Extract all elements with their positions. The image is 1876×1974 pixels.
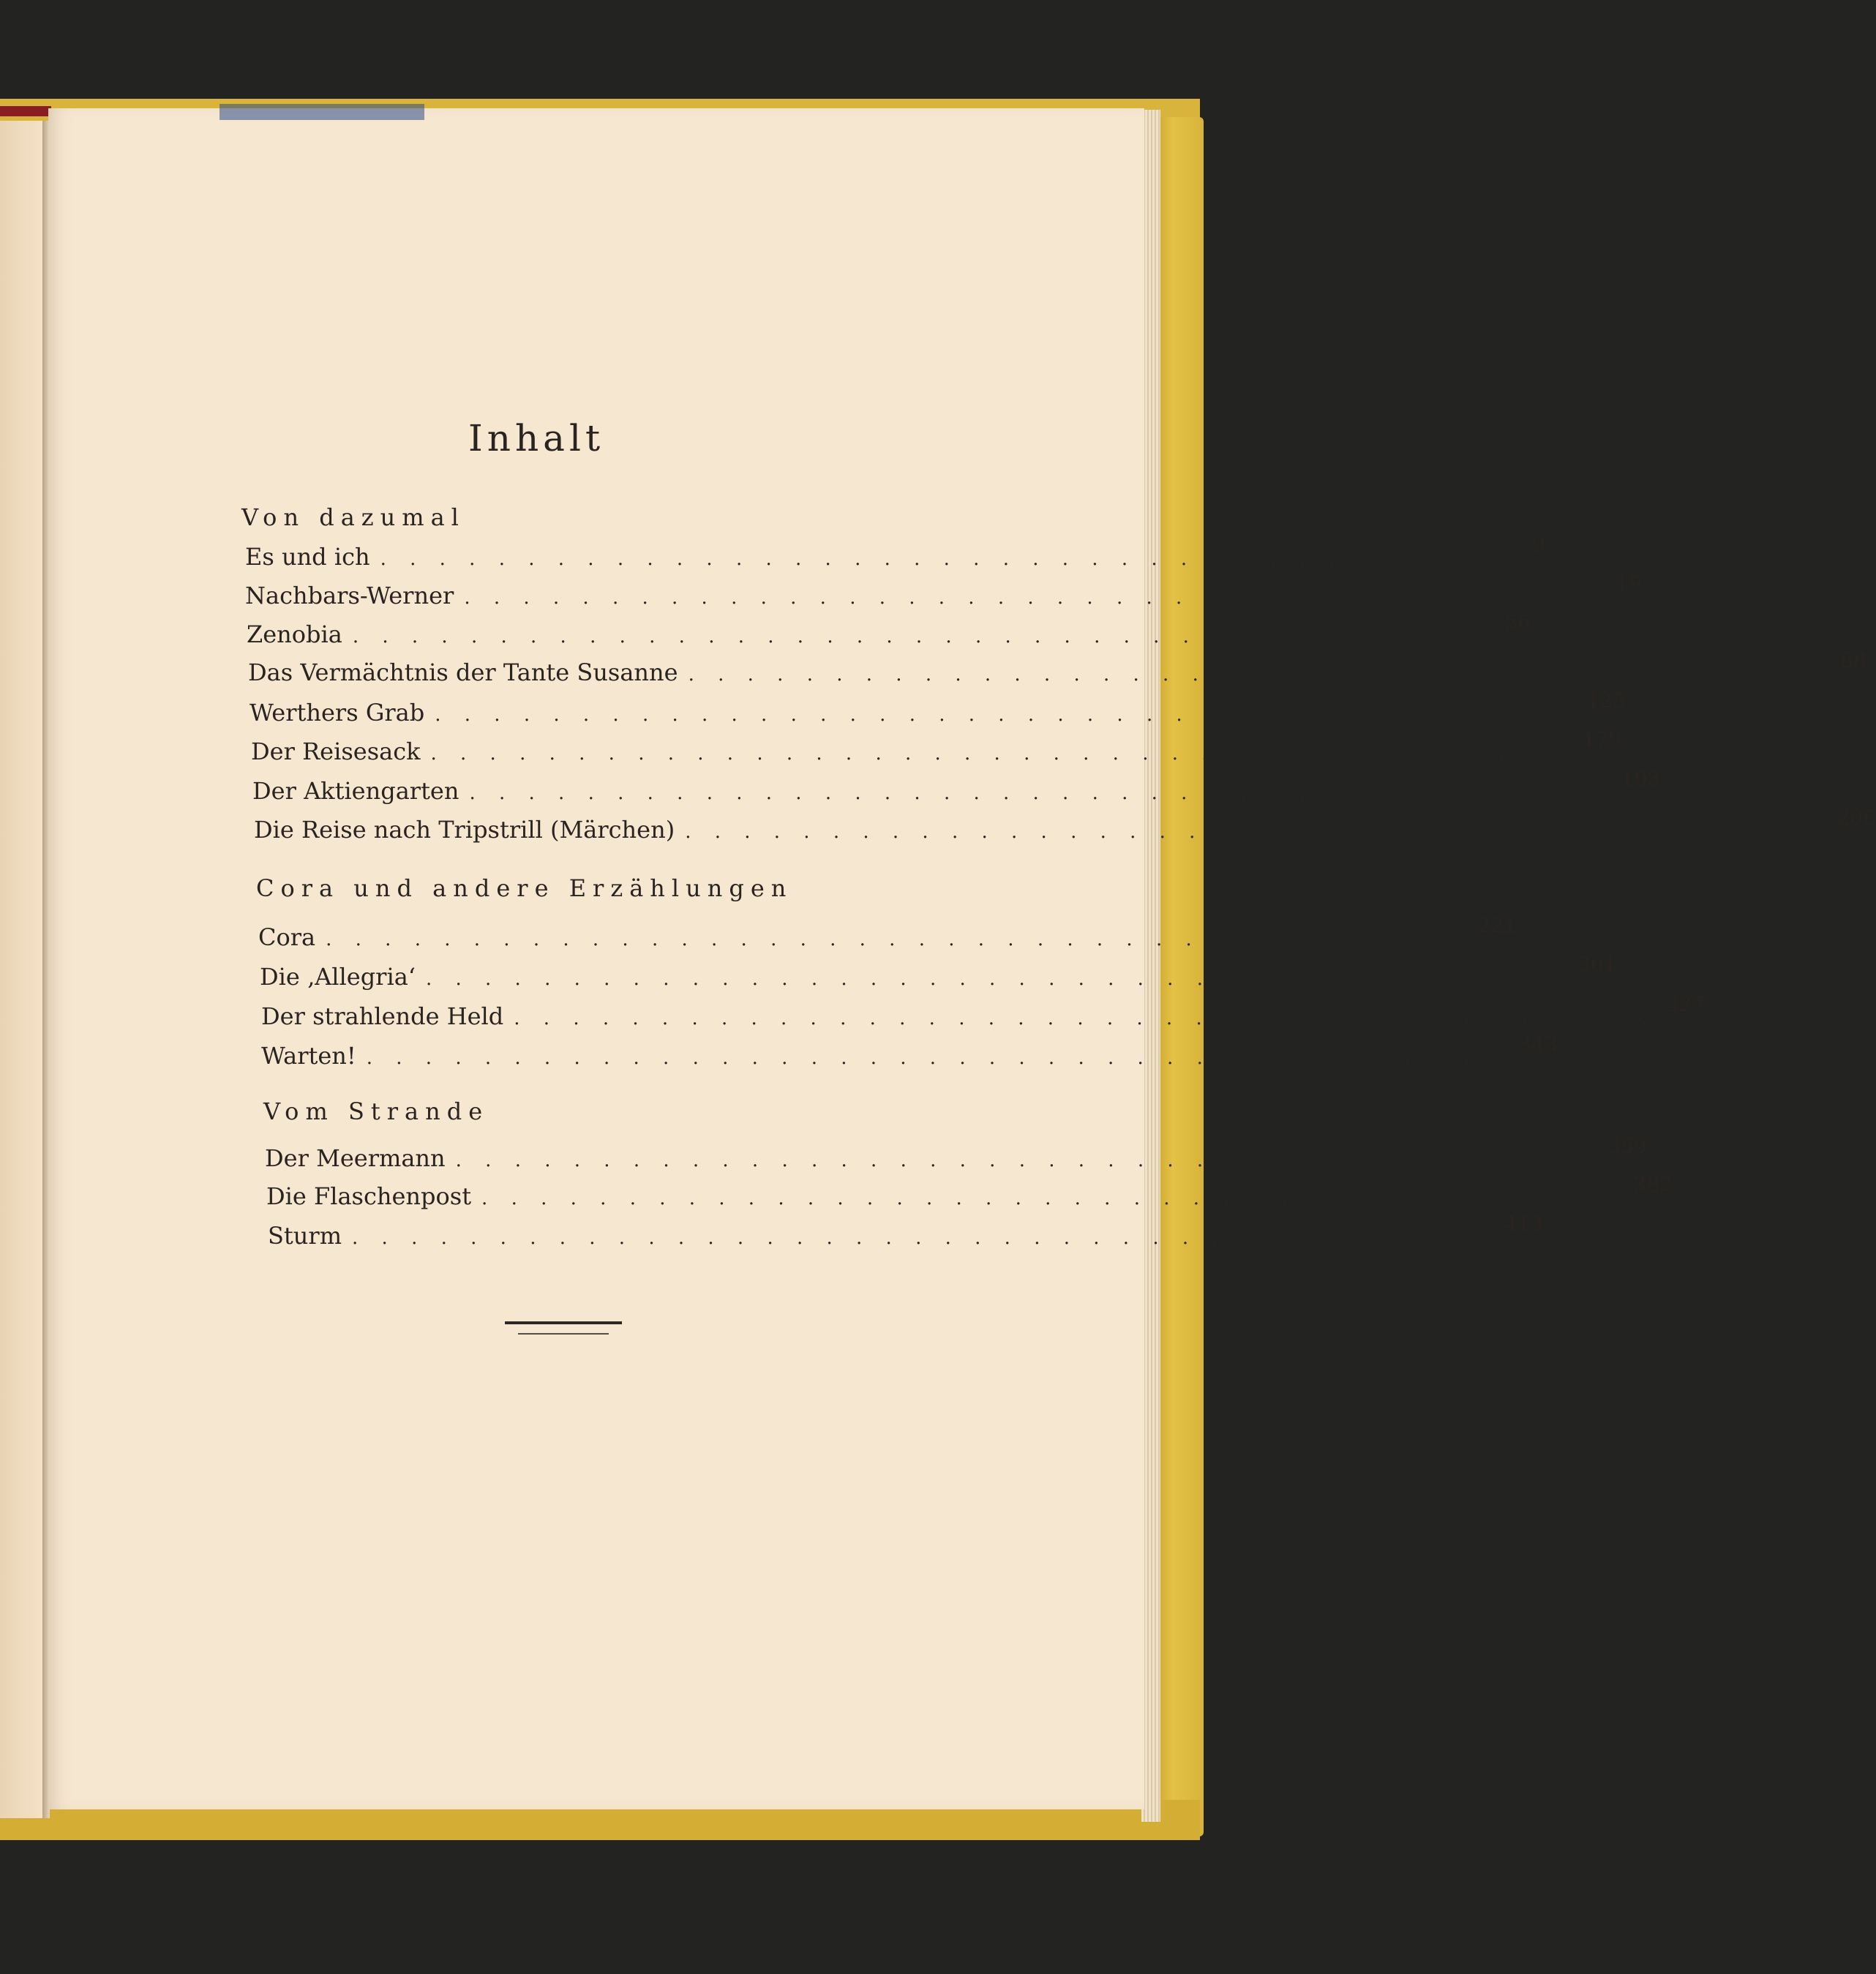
entry-page: 88 xyxy=(1839,648,1866,672)
dot-leader: . . . . . . . . . . . . . . . . . . . . . . . . . . . . . . . . . . . . . . . xyxy=(380,548,1522,570)
toc-entry xyxy=(245,533,1545,577)
toc-entry xyxy=(248,648,1866,692)
entry-title: Sturm xyxy=(268,1222,342,1250)
entry-title: Der strahlende Held xyxy=(261,1002,504,1030)
toc-entry xyxy=(247,610,1531,654)
dot-leader: . . . . . . . . . . . . . . . . . . . . . . . . . . . . . . . . . . . . . . . xyxy=(464,587,1606,609)
entry-title: Das Vermächtnis der Tante Susanne xyxy=(248,658,678,686)
section-heading: Cora und andere Erzählungen xyxy=(256,874,793,902)
bookmark-ribbon xyxy=(0,106,51,116)
toc-entry xyxy=(260,953,1617,997)
page-gutter xyxy=(42,121,50,1818)
entry-page: 193 xyxy=(1621,767,1661,791)
dot-leader: . . . . . . . . . . . . . . . . . . . . . . . . . . . . . . . . . . . . . . . xyxy=(366,1047,1509,1069)
dot-leader: . . . . . . . . . . . . . . . . . . . . . . . . . . . . . . . . . . . . . . . xyxy=(425,968,1568,990)
page-title: Inhalt xyxy=(468,417,605,459)
entry-title: Nachbars-Werner xyxy=(245,582,454,609)
entry-page: 382 xyxy=(1633,1172,1673,1196)
dot-leader: . . . . . . . . . . . . . . . . . . . . . . . . . . . . . . . . . . . . . . . xyxy=(326,928,1468,950)
section-heading: Vom Strande xyxy=(263,1097,489,1125)
toc-entry xyxy=(261,992,1706,1036)
dot-leader: . . . . . . . . . . . . . . . . . . . . . . . . . . . . . . . . . . . . . . . xyxy=(435,704,1577,726)
entry-page: 327 xyxy=(1665,992,1706,1016)
entry-title: Die Flaschenpost xyxy=(266,1182,472,1210)
dot-leader: . . . . . . . . . . . . . . . . . . . . . . . . . . . . . . . . . . . . . . . xyxy=(455,1149,1598,1171)
dot-leader: . . . . . . . . . . . . . . . . . . . . . . . . . . . . . . . . . . . . . . . xyxy=(430,743,1572,765)
toc-entry xyxy=(251,727,1622,771)
entry-page: 19 xyxy=(1616,571,1643,596)
entry-title: Der Reisesack xyxy=(251,738,421,765)
entry-title: Cora xyxy=(258,923,316,951)
entry-page: 9 xyxy=(1531,533,1545,557)
entry-page: 221 xyxy=(1477,913,1517,937)
toc-entry xyxy=(258,913,1517,957)
entry-title: Es und ich xyxy=(245,543,370,571)
entry-page: 343 xyxy=(1518,1032,1558,1056)
toc-entry xyxy=(249,688,1627,732)
dot-leader: . . . . . . . . . . . . . . . . . . . . . . . . . . . . . . . . . . . . . . . xyxy=(481,1187,1624,1209)
toc-entry xyxy=(266,1172,1673,1216)
entry-title: Die ‚Allegria‘ xyxy=(260,963,416,991)
entry-page: 56 xyxy=(1504,610,1531,634)
dot-leader: . . . . . . . . . . . . . . . . . . . . . . . . . . . . . . . . . . . . . . . xyxy=(352,1227,1494,1249)
dot-leader: . . . . . . . . . . . . . . . . . . . . . . . . . . . . . . . . . . . . . . . xyxy=(469,782,1611,804)
toc-entry xyxy=(268,1212,1543,1256)
toc-entry xyxy=(245,571,1643,615)
entry-page: 359 xyxy=(1607,1134,1647,1158)
entry-title: Die Reise nach Tripstrill (Märchen) xyxy=(254,816,675,844)
toc-entry xyxy=(252,767,1661,811)
dot-leader: . . . . . . . . . . . . . . . . . . . . . . . . . . . . . . . . . . . . . . . xyxy=(688,664,1830,686)
entry-page: 413 xyxy=(1504,1212,1543,1236)
entry-page: 179 xyxy=(1582,727,1622,751)
toc-entry xyxy=(261,1032,1558,1076)
end-rule-thin xyxy=(518,1333,609,1335)
section-heading: Von dazumal xyxy=(241,503,465,531)
entry-page: 125 xyxy=(1586,688,1627,713)
entry-page: 206 xyxy=(1836,806,1876,830)
dot-leader: . . . . . . . . . . . . . . . . . . . . . . . . . . . . . . . . . . . . . . . xyxy=(685,821,1827,843)
entry-title: Der Meermann xyxy=(265,1144,446,1172)
blue-stain xyxy=(220,104,424,120)
toc-entry xyxy=(254,806,1876,849)
end-rule xyxy=(505,1321,622,1324)
dot-leader: . . . . . . . . . . . . . . . . . . . . . . . . . . . . . . . . . . . . . . . xyxy=(514,1007,1656,1029)
entry-title: Warten! xyxy=(261,1042,356,1070)
entry-title: Werthers Grab xyxy=(249,699,425,727)
entry-title: Der Aktiengarten xyxy=(252,777,459,805)
toc-entry xyxy=(265,1134,1647,1178)
left-page-strip xyxy=(0,121,45,1818)
entry-title: Zenobia xyxy=(247,620,342,648)
entry-page: 301 xyxy=(1577,953,1617,977)
book-page xyxy=(48,108,1144,1809)
dot-leader: . . . . . . . . . . . . . . . . . . . . . . . . . . . . . . . . . . . . . . . xyxy=(352,626,1495,648)
